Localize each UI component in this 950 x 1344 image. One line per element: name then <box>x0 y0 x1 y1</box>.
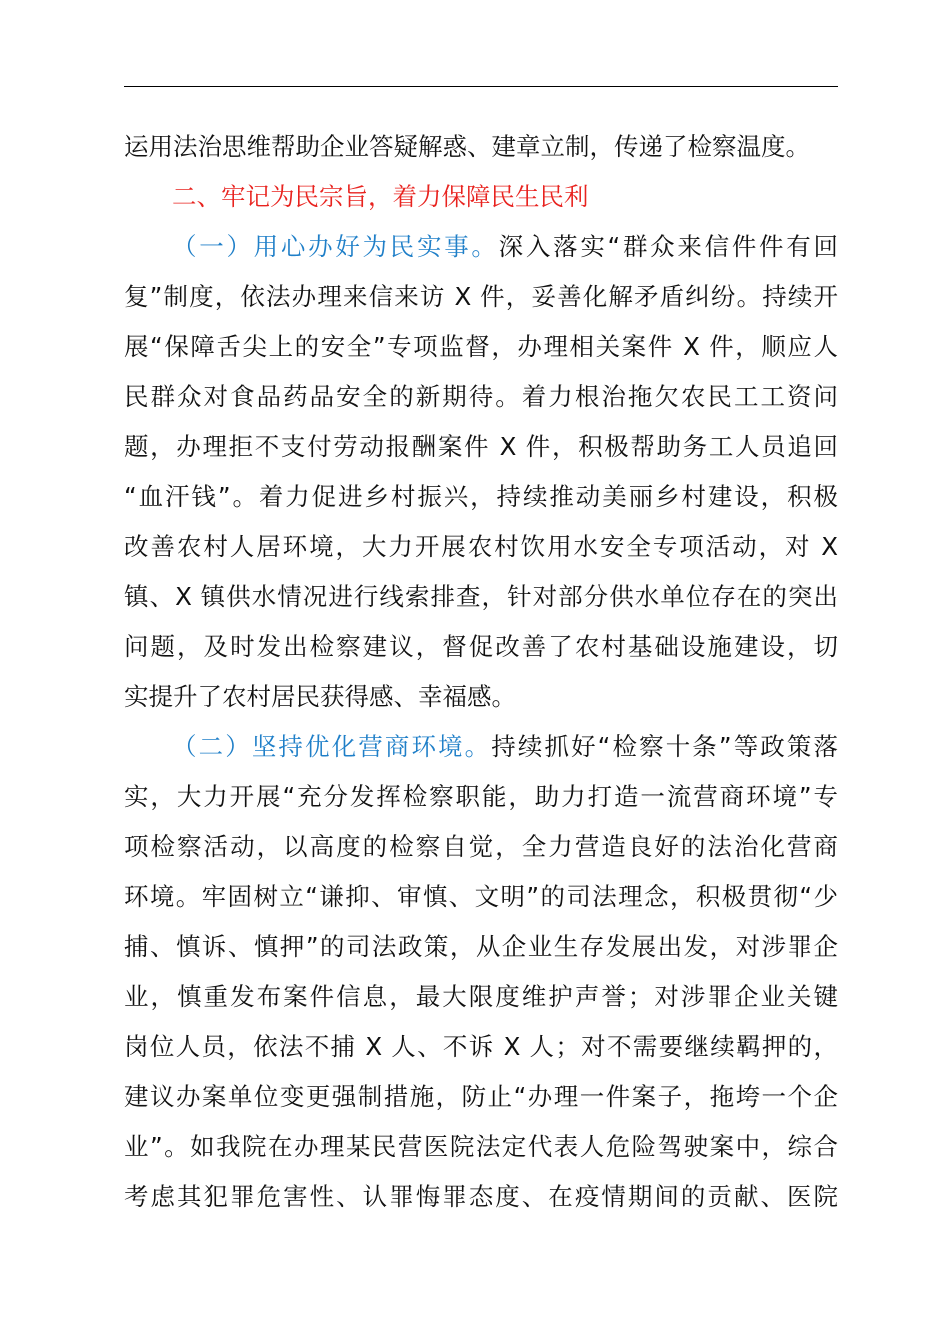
document-body <box>124 122 838 1222</box>
paragraph-1-line: 复”制度，依法办理来信来访 X 件，妥善化解矛盾纠纷。持续开 <box>124 282 838 311</box>
paragraph-2-line: 业，慎重发布案件信息，最大限度维护声誉；对涉罪企业关键 <box>124 982 838 1011</box>
header-rule <box>124 86 838 87</box>
paragraph-1-line: 镇、X 镇供水情况进行线索排查，针对部分供水单位存在的突出 <box>124 582 838 611</box>
paragraph-1-line: 题，办理拒不支付劳动报酬案件 X 件，积极帮助务工人员追回 <box>124 432 838 461</box>
paragraph-1-first-line <box>124 222 838 272</box>
paragraph-2-line: 实，大力开展“充分发挥检察职能，助力打造一流营商环境”专 <box>124 782 838 811</box>
paragraph-1-line: “血汗钱”。着力促进乡村振兴，持续推动美丽乡村建设，积极 <box>124 482 838 511</box>
paragraph-2 <box>124 722 838 1222</box>
carryover-line: 运用法治思维帮助企业答疑解惑、建章立制，传递了检察温度。 <box>124 132 810 161</box>
paragraph-2-line: 岗位人员，依法不捕 X 人、不诉 X 人；对不需要继续羁押的， <box>124 1032 838 1061</box>
paragraph-2-heading: （二）坚持优化营商环境。 <box>172 732 492 761</box>
paragraph-1-first-text: 深入落实“群众来信件件有回 <box>498 232 838 261</box>
paragraph-1 <box>124 222 838 722</box>
paragraph-2-first-text: 持续抓好“检察十条”等政策落 <box>491 732 838 761</box>
paragraph-2-line: 建议办案单位变更强制措施，防止“办理一件案子，拖垮一个企 <box>124 1082 838 1111</box>
paragraph-1-line: 改善农村人居环境，大力开展农村饮用水安全专项活动，对 X <box>124 532 838 561</box>
paragraph-2-line: 项检察活动，以高度的检察自觉，全力营造良好的法治化营商 <box>124 832 838 861</box>
paragraph-1-heading: （一）用心办好为民实事。 <box>172 232 499 261</box>
paragraph-2-line: 捕、慎诉、慎押”的司法政策，从企业生存发展出发，对涉罪企 <box>124 932 838 961</box>
paragraph-2-line: 环境。牢固树立“谦抑、审慎、文明”的司法理念，积极贯彻“少 <box>124 882 838 911</box>
paragraph-1-line: 实提升了农村居民获得感、幸福感。 <box>124 682 516 711</box>
paragraph-1-line: 展“保障舌尖上的安全”专项监督，办理相关案件 X 件，顺应人 <box>124 332 838 361</box>
section-heading: 二、牢记为民宗旨，着力保障民生民利 <box>172 182 589 211</box>
paragraph-2-line: 考虑其犯罪危害性、认罪悔罪态度、在疫情期间的贡献、医院 <box>124 1182 838 1211</box>
paragraph-1-line: 民群众对食品药品安全的新期待。着力根治拖欠农民工工资问 <box>124 382 838 411</box>
paragraph-2-line: 业”。如我院在办理某民营医院法定代表人危险驾驶案中，综合 <box>124 1132 838 1161</box>
paragraph-1-line: 问题，及时发出检察建议，督促改善了农村基础设施建设，切 <box>124 632 838 661</box>
paragraph-2-first-line <box>124 722 838 772</box>
